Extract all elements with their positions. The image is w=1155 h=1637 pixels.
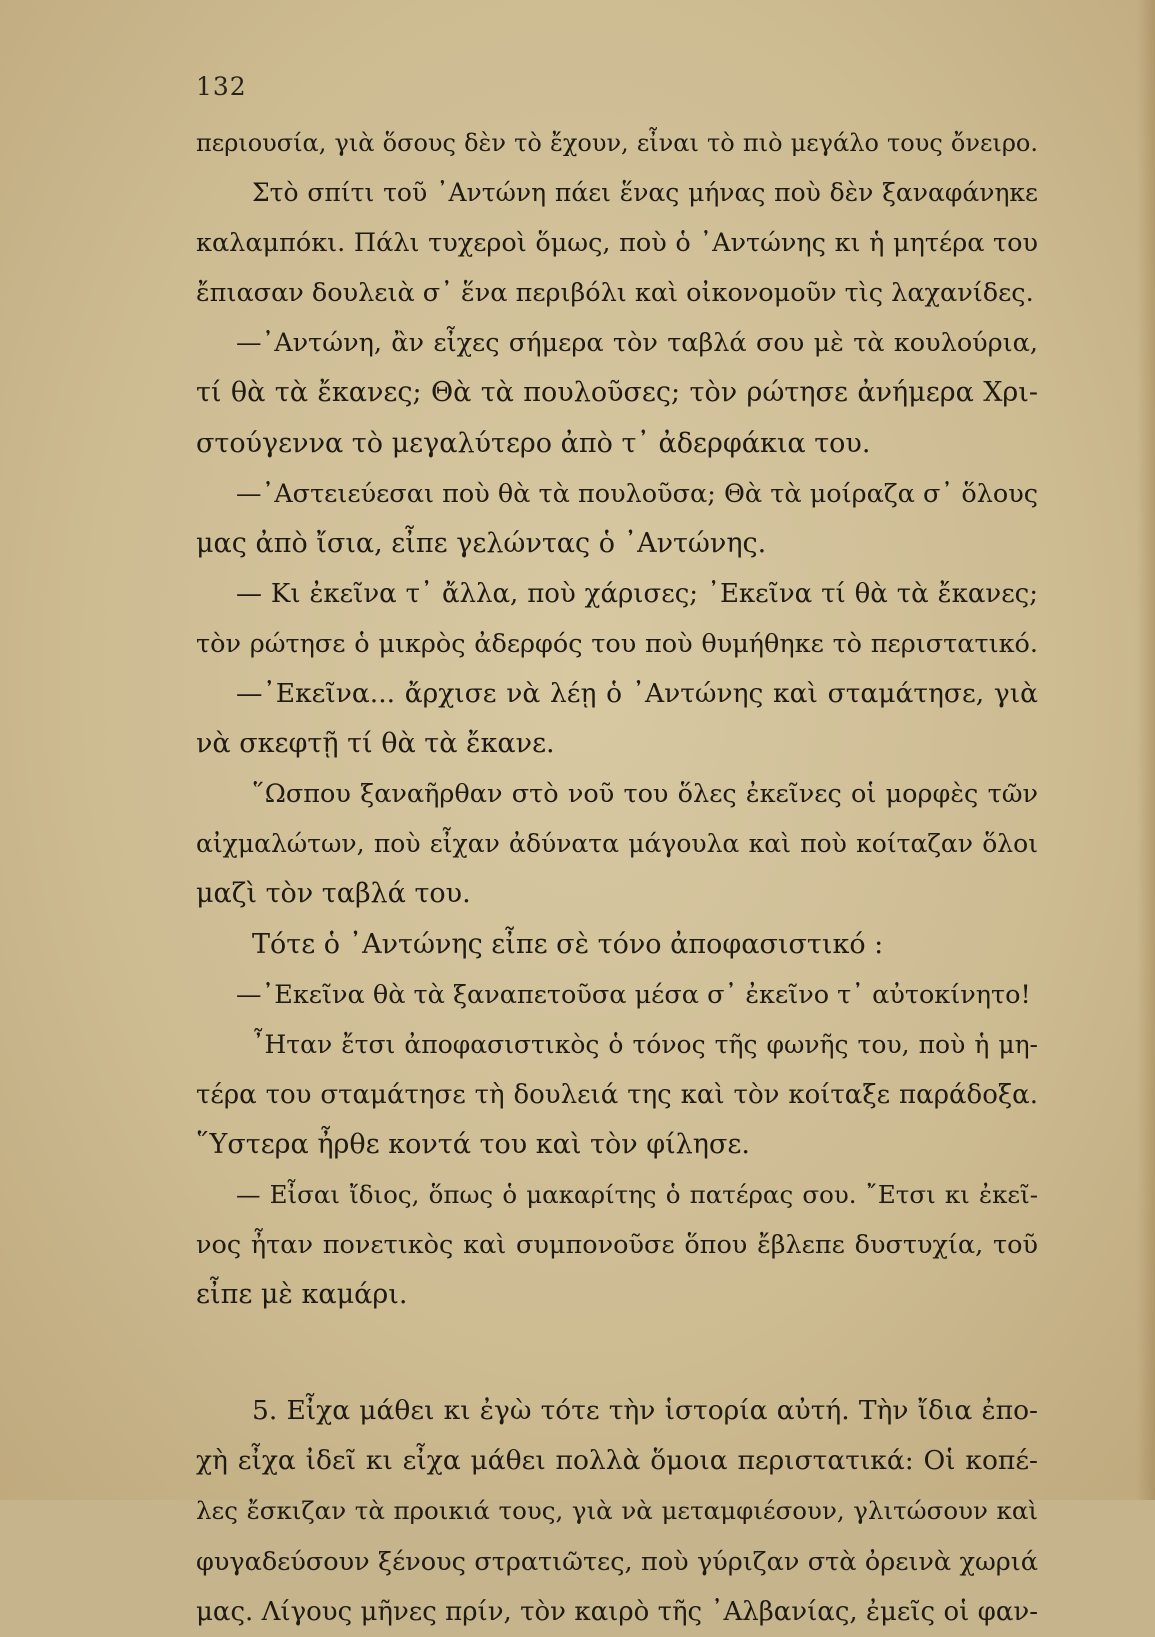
- text-line: ῞Ωσπου ξαναῆρθαν στὸ νοῦ του ὅλες ἐκεῖνες οἱ μορφὲς τῶν: [252, 779, 1038, 810]
- text-line: —᾿Αστειεύεσαι ποὺ θὰ τὰ πουλοῦσα; Θὰ τὰ μοίραζα σ᾿ ὅλους: [236, 478, 1038, 509]
- page-edge-shadow: [1137, 0, 1155, 1500]
- text-line: στούγεννα τὸ μεγαλύτερο ἀπὸ τ᾿ ἀδερφάκια του.: [196, 427, 871, 459]
- text-line: καλαμπόκι. Πάλι τυχεροὶ ὅμως, ποὺ ὁ ᾿Αντώνης κι ἡ μητέρα του: [196, 228, 1038, 259]
- text-line: αἰχμαλώτων, ποὺ εἶχαν ἀδύνατα μάγουλα καὶ ποὺ κοίταζαν ὅλοι: [196, 829, 1038, 859]
- text-line: —᾿Εκεῖνα... ἄρχισε νὰ λέῃ ὁ ᾿Αντώνης καὶ σταμάτησε, γιὰ: [236, 678, 1038, 710]
- text-line: τί θὰ τὰ ἔκανες; Θὰ τὰ πουλοῦσες; τὸν ρώτησε ἀνήμερα Χρι-: [196, 377, 1038, 409]
- text-line: λες ἔσκιζαν τὰ προικιά τους, γιὰ νὰ μεταμφιέσουν, γλιτώσουν καὶ: [196, 1496, 1038, 1526]
- text-line: μαζὶ τὸν ταβλά του.: [196, 878, 471, 910]
- text-line: ἔπιασαν δουλειὰ σ᾿ ἕνα περιβόλι καὶ οἰκονομοῦν τὶς λαχανίδες.: [196, 278, 1034, 309]
- text-line: Τότε ὁ ᾿Αντώνης εἶπε σὲ τόνο ἀποφασιστικό :: [252, 928, 884, 960]
- text-line: —᾿Αντώνη, ἂν εἶχες σήμερα τὸν ταβλά σου μὲ τὰ κουλούρια,: [236, 328, 1038, 359]
- section-gap: [196, 1320, 1038, 1386]
- page-number: 132: [196, 72, 247, 101]
- text-line: νὰ σκεφτῇ τί θὰ τὰ ἔκανε.: [196, 728, 555, 760]
- text-line: — Εἶσαι ἴδιος, ὅπως ὁ μακαρίτης ὁ πατέρας σου. ῎Ετσι κι ἐκεῖ-: [236, 1179, 1038, 1209]
- body-text: [196, 118, 1038, 1637]
- text-line: τέρα του σταμάτησε τὴ δουλειά της καὶ τὸν κοίταξε παράδοξα.: [196, 1079, 1038, 1110]
- text-line: Στὸ σπίτι τοῦ ᾿Αντώνη πάει ἕνας μήνας ποὺ δὲν ξαναφάνηκε: [252, 178, 1038, 208]
- text-line: ῞Υστερα ἦρθε κοντά του καὶ τὸν φίλησε.: [196, 1128, 750, 1160]
- text-line: —᾿Εκεῖνα θὰ τὰ ξαναπετοῦσα μέσα σ᾿ ἐκεῖνο τ᾿ αὐτοκίνητο!: [236, 979, 1031, 1010]
- text-line: εἶπε μὲ καμάρι.: [196, 1279, 408, 1311]
- text-line: περιουσία, γιὰ ὅσους δὲν τὸ ἔχουν, εἶναι τὸ πιὸ μεγάλο τους ὄνειρο.: [196, 129, 1038, 157]
- text-line: 5. Εἶχα μάθει κι ἐγὼ τότε τὴν ἱστορία αὐτή. Τὴν ἴδια ἐπο-: [252, 1395, 1038, 1427]
- text-line: νος ἦταν πονετικὸς καὶ συμπονοῦσε ὅπου ἔβλεπε δυστυχία, τοῦ: [196, 1230, 1038, 1261]
- text-line: φυγαδεύσουν ξένους στρατιῶτες, ποὺ γύριζαν στὰ ὀρεινὰ χωριά: [196, 1546, 1038, 1577]
- text-line: τὸν ρώτησε ὁ μικρὸς ἀδερφός του ποὺ θυμήθηκε τὸ περιστατικό.: [196, 628, 1038, 659]
- text-line: μας. Λίγους μῆνες πρίν, τὸν καιρὸ τῆς ᾿Αλβανίας, ἐμεῖς οἱ φαν-: [196, 1596, 1038, 1627]
- text-line: — Κι ἐκεῖνα τ᾿ ἄλλα, ποὺ χάρισες; ᾿Εκεῖνα τί θὰ τὰ ἔκανες;: [236, 578, 1038, 609]
- text-line: μας ἀπὸ ἴσια, εἶπε γελώντας ὁ ᾿Αντώνης.: [196, 527, 767, 559]
- text-line: ῏Ηταν ἔτσι ἀποφασιστικὸς ὁ τόνος τῆς φωνῆς του, ποὺ ἡ μη-: [252, 1029, 1038, 1059]
- text-line: χὴ εἶχα ἰδεῖ κι εἶχα μάθει πολλὰ ὅμοια περιστατικά: Οἱ κοπέ-: [196, 1445, 1038, 1477]
